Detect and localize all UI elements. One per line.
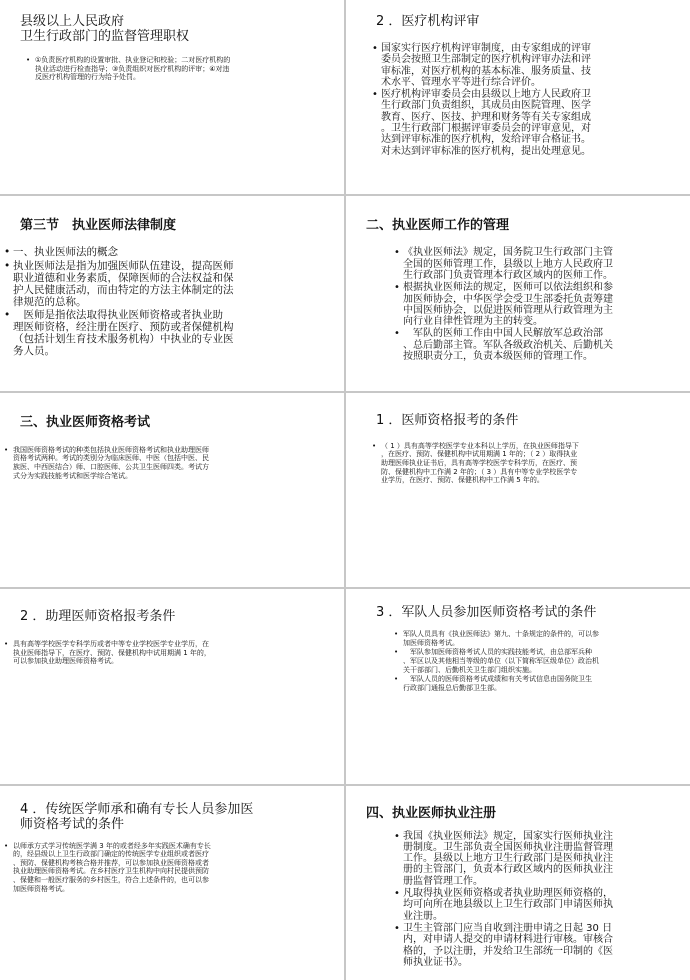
bullet-list bbox=[394, 630, 680, 692]
bullet-list bbox=[4, 842, 334, 894]
slide-6 bbox=[346, 393, 690, 587]
bullet-item: • 军队人员的医师资格考试成绩和有关考试信息由国务院卫生 行政部门通报总后勤部卫生部。 bbox=[394, 675, 680, 692]
slide-title: 四、执业医师执业注册 bbox=[366, 805, 497, 821]
bullet-item: • 凡取得执业医师资格或者执业助理医师资格的， 均可向所在地县级以上卫生行政部门申请医师执 业注册。 bbox=[394, 888, 680, 922]
slide-1 bbox=[0, 0, 344, 194]
bullet-item: • 卫生主管部门应当自收到注册申请之日起 30 日 内，对申请人提交的申请材料进行审核。审核合 格的，予以注册，并发给卫生部统一印制的《医 师执业证书》。 bbox=[394, 923, 680, 968]
slide-title: 2 ．助理医师资格报考条件 bbox=[20, 609, 176, 625]
bullet-item: • 军队的医师工作由中国人民解放军总政治部 、总后勤部主管。军队各级政治机关、后勤机关 按照职责分工，负责本级医师的管理工作。 bbox=[394, 328, 680, 362]
slide-10 bbox=[346, 786, 690, 980]
slide-title: 3 ．军队人员参加医师资格考试的条件 bbox=[376, 605, 597, 621]
bullet-item: • 军队人员具有《执业医师法》第九、十条规定的条件的，可以参 加医师资格考试。 bbox=[394, 630, 680, 647]
slide-8 bbox=[346, 589, 690, 783]
slide-2 bbox=[346, 0, 690, 194]
bullet-item: • 军队参加医师资格考试人员的实践技能考试，由总部军兵种 、军区以及其他相当等级的单位（以下简称军区级单位）政治机 关干部部门、后勤机关卫生部门组织实施。 bbox=[394, 648, 680, 674]
slide-title: 4 ．传统医学师承和确有专长人员参加医 师资格考试的条件 bbox=[20, 801, 254, 832]
bullet-item: • ①负责医疗机构的设置审批、执业登记和校验；二对医疗机构的 执业活动进行检查指导；③负责组织对医疗机构的评审；④对违 反医疗机构管理的行为给予处罚。 bbox=[26, 56, 334, 82]
bullet-item: • 一、执业医师法的概念 bbox=[4, 247, 334, 259]
bullet-item: • 我国《执业医师法》规定，国家实行医师执业注 册制度。卫生部负责全国医师执业注册监督管理 工作。县级以上地方卫生行政部门是医师执业注 册的主管部门，负责本行政区域内的医师执业注 册监督管理工作。 bbox=[394, 831, 680, 887]
slide-title: 三、执业医师资格考试 bbox=[20, 414, 151, 430]
bullet-item: • 根据执业医师法的规定，医师可以依法组织和参 加医师协会，中华医学会受卫生部委托负责筹建 中国医师协会，以促进医师管理从行政管理为主 向行业自律性管理为主的转变。 bbox=[394, 282, 680, 327]
bullet-item: • 我国医师资格考试的种类包括执业医师资格考试和执业助理医师 资格考试两种。考试的类别分为临床医师、中医（包括中医、民 族医、中西医结合）师、口腔医师、公共卫生医师四类。考试方 式分为实践技能考试和医学综合笔试。 bbox=[4, 446, 334, 480]
bullet-list bbox=[372, 442, 680, 485]
bullet-list bbox=[4, 247, 334, 357]
bullet-list bbox=[394, 247, 680, 362]
bullet-list bbox=[394, 831, 680, 969]
bullet-item: • 国家实行医疗机构评审制度，由专家组成的评审 委员会按照卫生部制定的医疗机构评审办法和评 审标准，对医疗机构的基本标准、服务质量、技 术水平、管理水平等进行综合评价。 bbox=[372, 43, 680, 88]
slide-9 bbox=[0, 786, 344, 980]
slide-4 bbox=[346, 196, 690, 390]
bullet-list bbox=[4, 446, 334, 480]
slide-7 bbox=[0, 589, 344, 783]
bullet-item: • （ 1 ）具有高等学校医学专业本科以上学历，在执业医师指导下 ，在医疗、预防、保健机构中试用期满 1 年的；（ 2 ）取得执业 助理医师执业证书后，具有高等学校医学专科学历，在医疗、预 防、保健机构中工作满 2 年的；（ 3 ）具有中等专业学校医学专 业学历，在医疗、预防、保健机构中工作满 5 年的。 bbox=[372, 442, 680, 485]
bullet-item: • 《执业医师法》规定，国务院卫生行政部门主管 全国的医师管理工作，县级以上地方人民政府卫 生行政部门负责管理本行政区域内的医师工作。 bbox=[394, 247, 680, 281]
bullet-list bbox=[4, 640, 334, 666]
slide-3 bbox=[0, 196, 344, 390]
bullet-item: • 医疗机构评审委员会由县级以上地方人民政府卫 生行政部门负责组织，其成员由医院管理、医学 教育、医疗、医技、护理和财务等有关专家组成 。卫生行政部门根据评审委员会的评审意见，对 达到评审标准的医疗机构，发给评审合格证书。 对未达到评审标准的医疗机构，提出处理意见。 bbox=[372, 89, 680, 157]
slide-title: 2 ．医疗机构评审 bbox=[376, 14, 480, 29]
slide-title: 县级以上人民政府 卫生行政部门的监督管理职权 bbox=[20, 14, 190, 44]
bullet-item: • 医师是指依法取得执业医师资格或者执业助 理医师资格，经注册在医疗、预防或者保健机构 （包括计划生育技术服务机构）中执业的专业医 务人员。 bbox=[4, 310, 334, 357]
slide-title: 第三节 执业医师法律制度 bbox=[20, 218, 177, 234]
bullet-item: • 执业医师法是指为加强医师队伍建设，提高医师 职业道德和业务素质，保障医师的合法权益和保 护人民健康活动，而由特定的方法主体制定的法 律规范的总称。 bbox=[4, 261, 334, 308]
bullet-item: • 以师承方式学习传统医学满 3 年的或者经多年实践医术确有专长 的，经县级以上卫生行政部门确定的传统医学专业组织或者医疗 、预防、保健机构考核合格并推荐，可以参加执业医师资格或者 执业助理医师资格考试。在乡村医疗卫生机构中向村民提供预防 、保健和一般医疗服务的乡村医生，符合上述条件的，也可以参 加医师资格考试。 bbox=[4, 842, 334, 894]
bullet-list bbox=[372, 43, 680, 157]
slide-5 bbox=[0, 393, 344, 587]
slide-title: 二、执业医师工作的管理 bbox=[366, 218, 510, 234]
bullet-list bbox=[26, 56, 334, 82]
slide-title: 1 ．医师资格报考的条件 bbox=[376, 412, 519, 428]
bullet-item: • 具有高等学校医学专科学历或者中等专业学校医学专业学历，在 执业医师指导下，在医疗、预防、保健机构中试用期满 1 年的， 可以参加执业助理医师资格考试。 bbox=[4, 640, 334, 666]
